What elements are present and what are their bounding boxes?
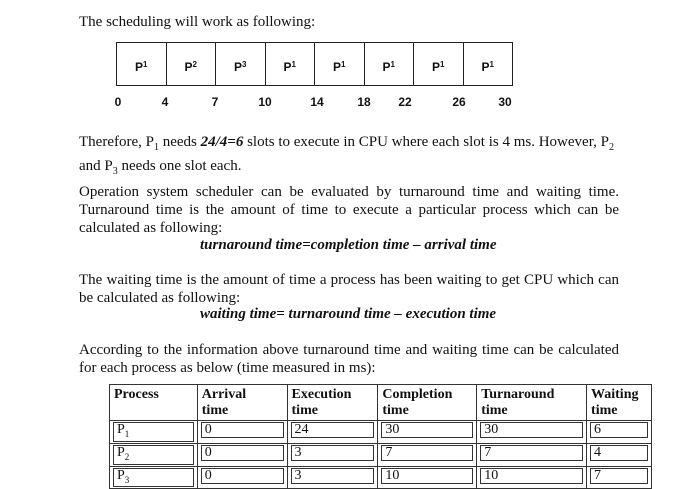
cell-completion: 10	[378, 466, 477, 489]
gantt-tick: 10	[258, 95, 272, 109]
gantt-slot: P $^1$	[414, 43, 464, 85]
cell-arrival: 0	[197, 466, 287, 489]
paragraph-slots: Therefore, $P_1$ needs 24/4=6 slots to execute in CPU where each slot is 4 ms. However, $P_2$ and $P_3$ needs one slot each.	[79, 134, 614, 177]
paragraph-table-intro: According to the information above turnaround time and waiting time can be calculated for each process as below (time measured in ms):	[79, 342, 619, 376]
gantt-tick: 26	[452, 95, 466, 109]
header-execution: Execution time	[287, 385, 378, 421]
gantt-tick: 22	[398, 95, 412, 109]
gantt-slot: P $^1$	[315, 43, 365, 85]
cell-process: $P_1$	[110, 421, 198, 444]
gantt-tick: 4	[161, 95, 169, 109]
cell-waiting: 4	[587, 443, 652, 466]
paragraph-waiting: The waiting time is the amount of time a process has been waiting to get CPU which can be calculated as following:	[79, 272, 619, 306]
cell-turnaround: 10	[477, 466, 587, 489]
gantt-slot: P $^2$	[167, 43, 217, 85]
cell-execution: 3	[287, 466, 378, 489]
cell-completion: 7	[378, 443, 477, 466]
cell-execution: 3	[287, 443, 378, 466]
table-row	[110, 443, 652, 466]
header-waiting: Waiting time	[587, 385, 652, 421]
gantt-slot: P $^1$	[266, 43, 316, 85]
cell-arrival: 0	[197, 443, 287, 466]
header-turnaround: Turnaround time	[477, 385, 587, 421]
gantt-slot: P $^3$	[216, 43, 266, 85]
cell-process: $P_2$	[110, 443, 198, 466]
gantt-slot: P $^1$	[481, 60, 494, 74]
cell-process: $P_3$	[110, 466, 198, 489]
table-row	[110, 421, 652, 444]
gantt-tick: 7	[211, 95, 219, 109]
intro-text: The scheduling will work as following:	[79, 14, 316, 30]
table-row	[110, 466, 652, 489]
gantt-tick: 0	[114, 95, 122, 109]
cell-arrival: 0	[197, 421, 287, 444]
gantt-tick: 30	[498, 95, 512, 109]
cell-turnaround: 7	[477, 443, 587, 466]
table-header-row	[110, 385, 652, 421]
results-table	[109, 384, 652, 489]
gantt-slot: P $^1$	[117, 43, 167, 85]
header-completion: Completion time	[378, 385, 477, 421]
paragraph-turnaround: Operation system scheduler can be evaluated by turnaround time and waiting time. Turnaround time is the amount of time to execute a particular process which can be calculated as following:	[79, 184, 619, 236]
gantt-tick: 14	[310, 95, 324, 109]
header-arrival: Arrival time	[197, 385, 287, 421]
gantt-slot: P $^1$	[365, 43, 415, 85]
turnaround-formula: turnaround time=completion time – arrival time	[200, 237, 497, 253]
gantt-tick: 18	[357, 95, 371, 109]
cell-completion: 30	[378, 421, 477, 444]
cell-turnaround: 30	[477, 421, 587, 444]
cell-waiting: 6	[587, 421, 652, 444]
waiting-formula: waiting time= turnaround time – execution time	[200, 306, 497, 322]
header-process: Process	[110, 385, 198, 421]
gantt-chart	[116, 42, 513, 86]
cell-execution: 24	[287, 421, 378, 444]
cell-waiting: 7	[587, 466, 652, 489]
